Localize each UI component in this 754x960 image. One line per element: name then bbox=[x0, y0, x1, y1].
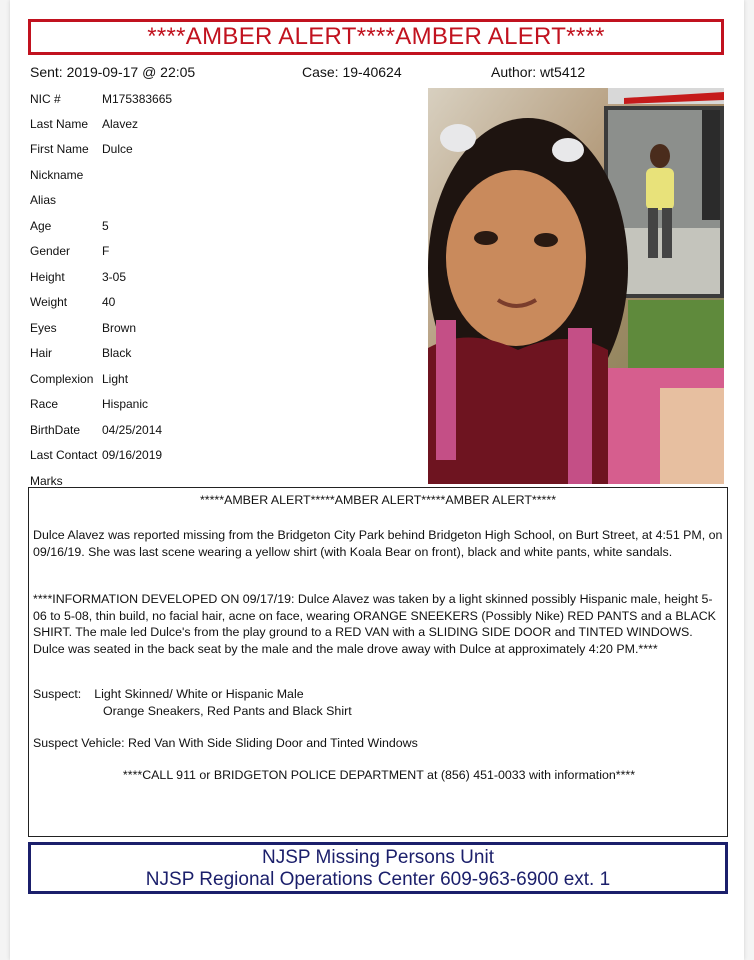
field-label-last-name: Last Name bbox=[30, 117, 89, 131]
njsp-footer bbox=[28, 842, 728, 894]
field-label-marks: Marks bbox=[30, 474, 63, 488]
field-label-nic: NIC # bbox=[30, 92, 61, 106]
field-label-eyes: Eyes bbox=[30, 321, 57, 335]
field-label-height: Height bbox=[30, 270, 65, 284]
sent-timestamp: Sent: 2019-09-17 @ 22:05 bbox=[30, 64, 196, 80]
field-value-last-name: Alavez bbox=[102, 117, 139, 131]
field-value-weight: 40 bbox=[102, 295, 116, 309]
missing-child-photo bbox=[428, 88, 724, 484]
field-value-race: Hispanic bbox=[102, 397, 149, 411]
field-label-hair: Hair bbox=[30, 346, 53, 360]
footer-unit: NJSP Missing Persons Unit bbox=[262, 847, 494, 868]
field-label-race: Race bbox=[30, 397, 59, 411]
field-value-height: 3-05 bbox=[102, 270, 127, 284]
field-value-first-name: Dulce bbox=[102, 142, 133, 156]
field-label-birthdate: BirthDate bbox=[30, 423, 81, 437]
field-value-complexion: Light bbox=[102, 372, 129, 386]
field-label-complexion: Complexion bbox=[30, 372, 94, 386]
field-label-alias: Alias bbox=[30, 193, 57, 207]
field-label-last-contact: Last Contact bbox=[30, 448, 98, 462]
suspect-vehicle: Suspect Vehicle: Red Van With Side Sliding Door and Tinted Windows bbox=[33, 736, 418, 750]
field-value-hair: Black bbox=[102, 346, 132, 360]
field-label-age: Age bbox=[30, 219, 52, 233]
amber-alert-banner bbox=[28, 19, 724, 55]
suspect-label: Suspect: bbox=[33, 687, 82, 701]
suspect-description: Light Skinned/ White or Hispanic Male bbox=[94, 687, 304, 701]
field-value-birthdate: 04/25/2014 bbox=[102, 423, 163, 437]
suspect-clothing: Orange Sneakers, Red Pants and Black Shirt bbox=[103, 704, 352, 718]
field-label-nickname: Nickname bbox=[30, 168, 84, 182]
field-value-eyes: Brown bbox=[102, 321, 137, 335]
developed-paragraph: ****INFORMATION DEVELOPED ON 09/17/19: Dulce Alavez was taken by a light skinned possibly Hispanic male, height 5-06 to 5-08, thin build, no facial hair, acne on face, wearing ORANGE SNEEKERS (Possibly Nike) RED PANTS and a BLACK SHIRT. The male led Dulce's from the play ground to a RED VAN with a SLIDING SIDE DOOR and TINTED WINDOWS. Dulce was seated in the back seat by the male and the male drove away with Dulce at approximately 4:20 PM.**** bbox=[33, 592, 716, 656]
field-value-last-contact: 09/16/2019 bbox=[102, 448, 163, 462]
description-header: *****AMBER ALERT*****AMBER ALERT*****AMBER ALERT***** bbox=[199, 493, 557, 507]
photo-illustration bbox=[428, 88, 724, 484]
field-value-nic: M175383665 bbox=[102, 92, 173, 106]
field-label-weight: Weight bbox=[30, 295, 68, 309]
alert-description-box bbox=[28, 487, 728, 837]
footer-contact: NJSP Regional Operations Center 609-963-6900 ext. 1 bbox=[145, 869, 611, 890]
banner-text: ****AMBER ALERT****AMBER ALERT**** bbox=[147, 23, 605, 50]
call-to-action: ****CALL 911 or BRIDGETON POLICE DEPARTMENT at (856) 451-0033 with information**** bbox=[122, 768, 636, 782]
suspect-line-1 bbox=[33, 686, 723, 703]
field-label-gender: Gender bbox=[30, 244, 71, 258]
field-value-age: 5 bbox=[102, 219, 109, 233]
author: Author: wt5412 bbox=[491, 64, 586, 80]
field-label-first-name: First Name bbox=[30, 142, 89, 156]
field-value-gender: F bbox=[102, 244, 110, 258]
missing-paragraph: Dulce Alavez was reported missing from the Bridgeton City Park behind Bridgeton High School, on Burt Street, at 4:51 PM, on 09/16/19. She was last scene wearing a yellow shirt (with Koala Bear on front), black and white pants, white sandals. bbox=[33, 528, 723, 559]
case-number: Case: 19-40624 bbox=[302, 64, 402, 80]
